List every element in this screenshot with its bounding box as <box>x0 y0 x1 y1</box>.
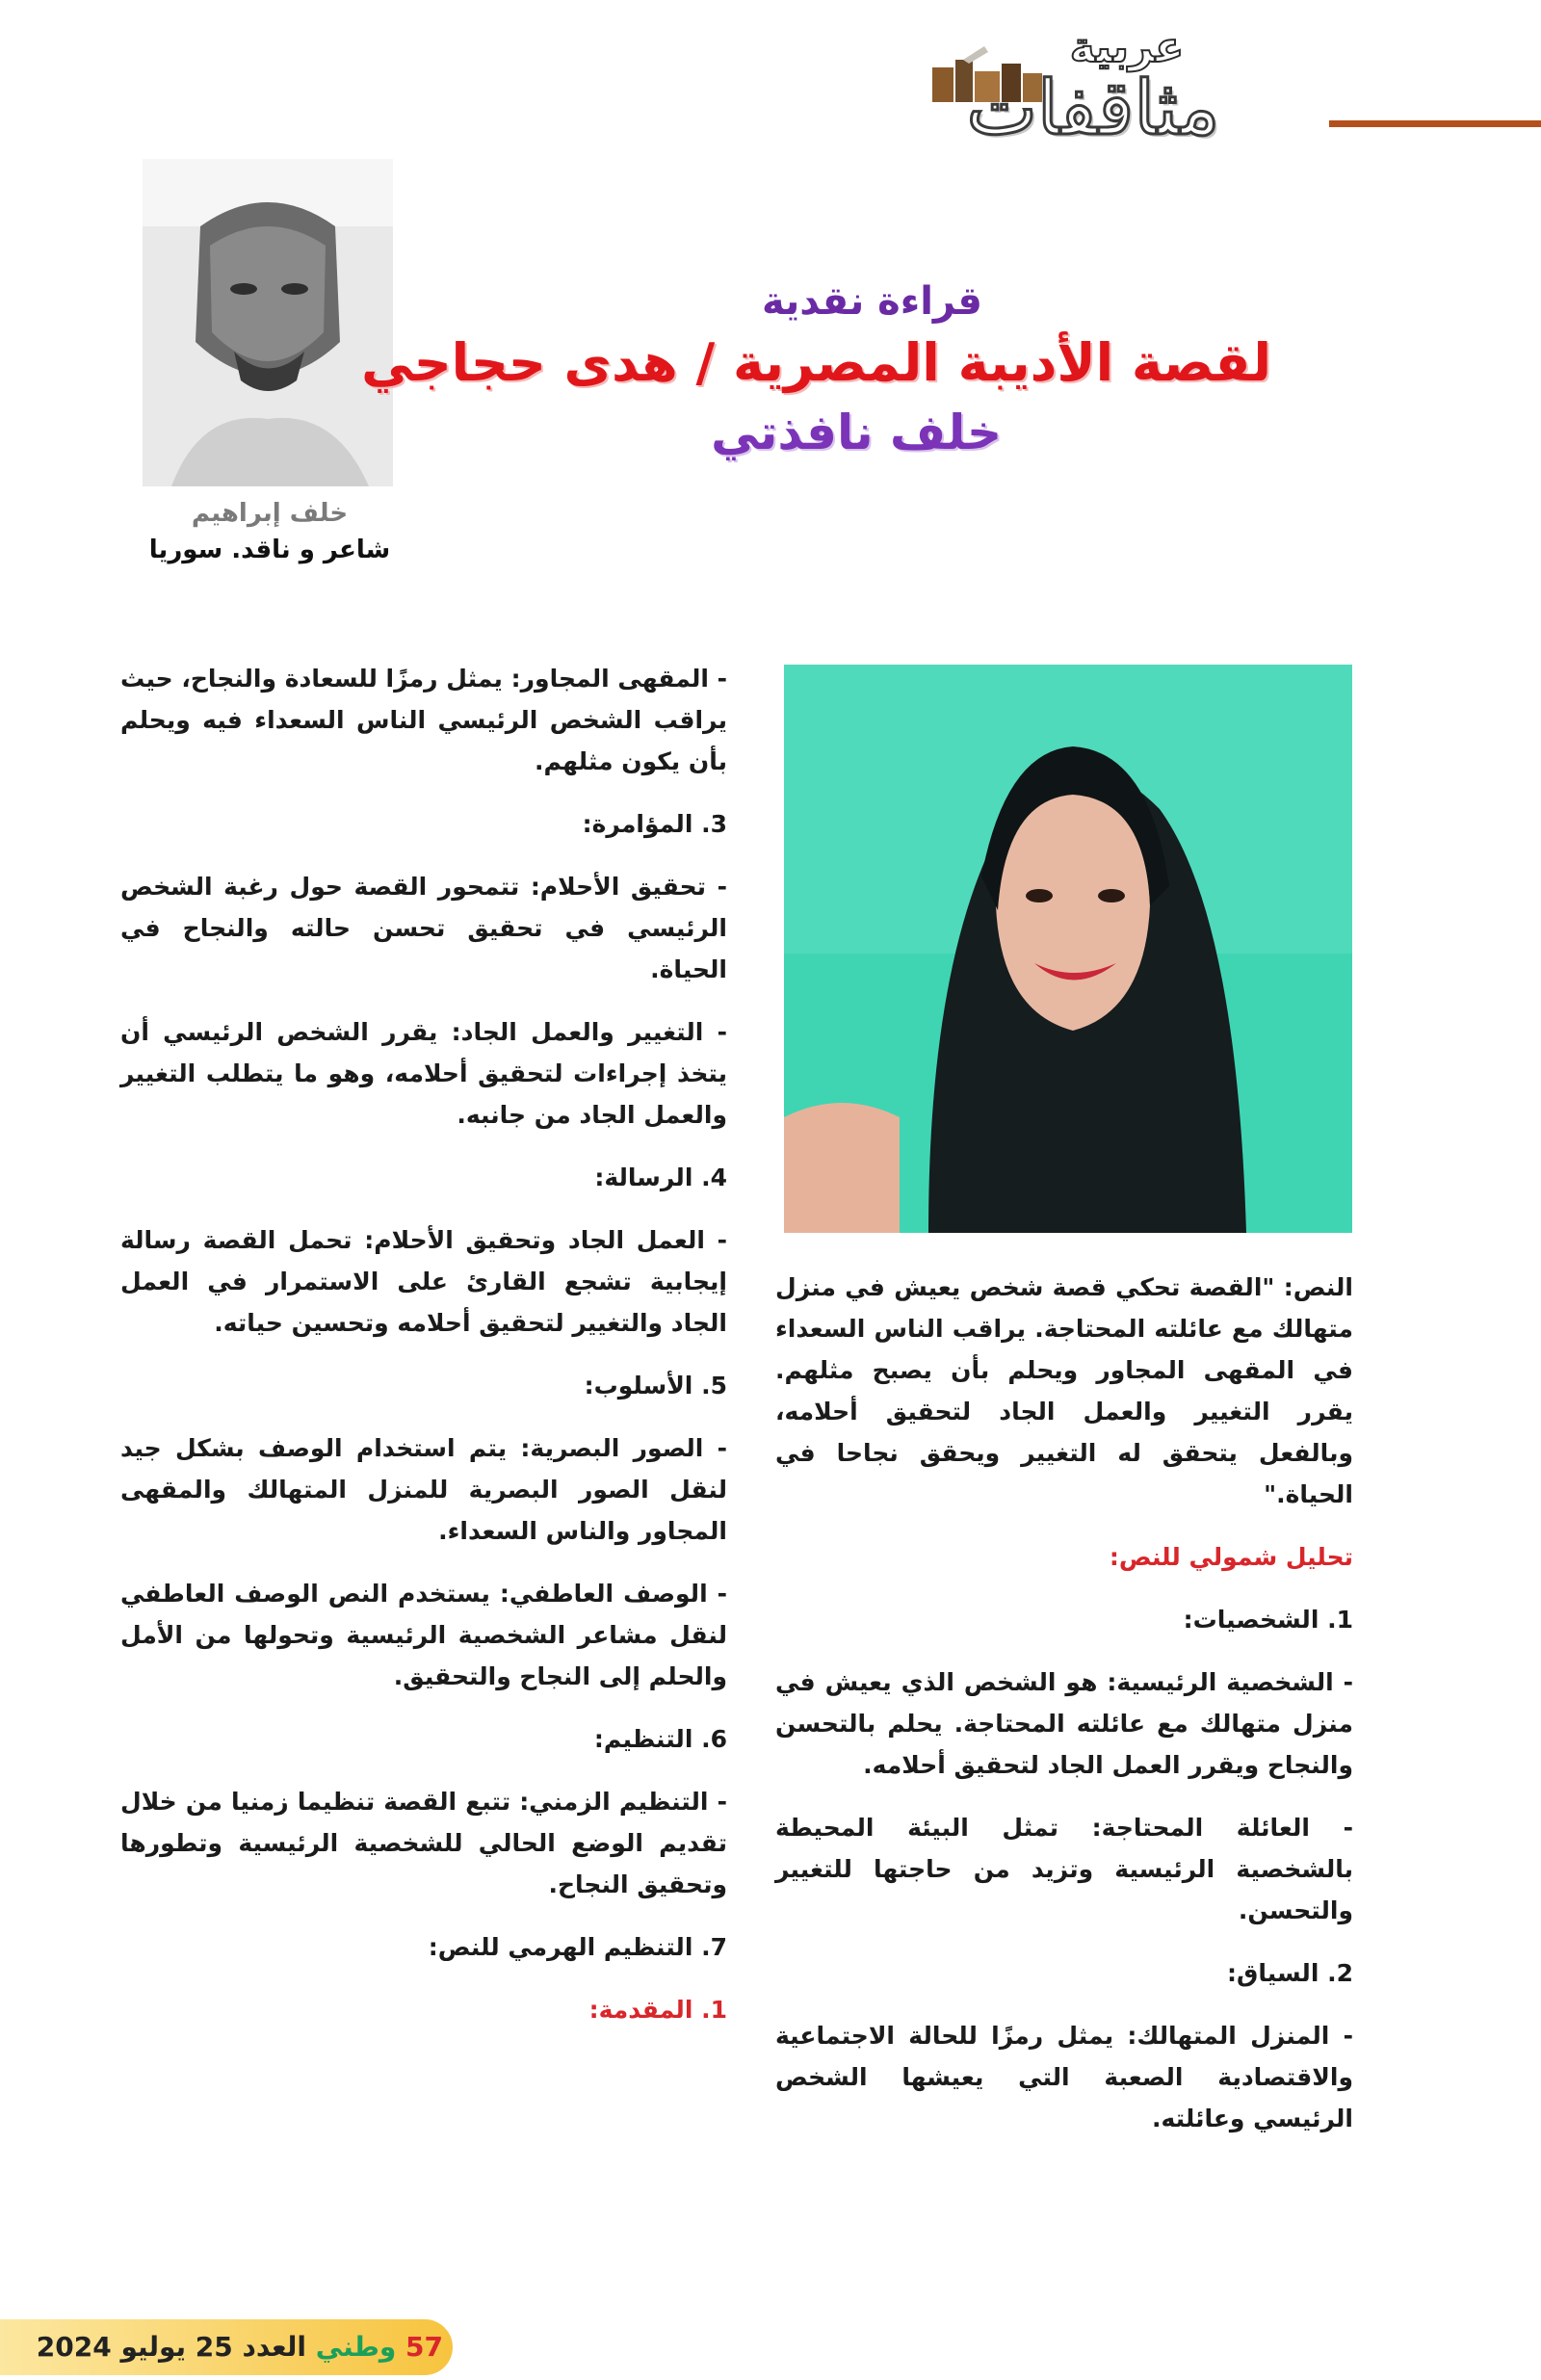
article-paragraph: - المقهى المجاور: يمثل رمزًا للسعادة والنجاح، حيث يراقب الشخص الرئيسي الناس السعداء فيه ويحلم بأن يكون مثلهم. <box>120 665 727 775</box>
section-label: 3. المؤامرة: <box>582 810 727 838</box>
masthead-title: مثاقفات <box>966 65 1220 152</box>
issue-info: العدد 25 يوليو 2024 <box>36 2331 306 2363</box>
section-label: 2. السياق: <box>1227 1959 1353 1987</box>
section-label: 6. التنظيم: <box>593 1725 727 1753</box>
section-heading: 1. المقدمة: <box>588 1996 727 2024</box>
masthead-subtitle: عربية <box>1069 23 1185 72</box>
article-paragraph: - تحقيق الأحلام: تتمحور القصة حول رغبة الشخص الرئيسي في تحقيق تحسن حالته والنجاح في الحياة. <box>120 873 727 983</box>
article-paragraph: النص: "القصة تحكي قصة شخص يعيش في منزل متهالك مع عائلته المحتاجة. يراقب الناس السعداء في المقهى المجاور ويحلم بأن يصبح مثلهم. يقرر التغيير والعمل الجاد لتحقيق أحلامه، وبالفعل يتحقق له التغيير ويحقق نجاحا في الحياة." <box>775 1273 1353 1508</box>
author-photo <box>143 159 393 486</box>
article-left-column <box>120 658 727 2052</box>
article-kicker: قراءة نقدية <box>762 279 982 324</box>
footer-info <box>36 2325 443 2369</box>
page-number: 57 <box>405 2331 443 2363</box>
section-label: 5. الأسلوب: <box>584 1372 727 1399</box>
author-role: شاعر و ناقد. سوريا <box>148 536 391 564</box>
story-title: خلف نافذتي <box>711 405 1002 460</box>
section-label: 7. التنظيم الهرمي للنص: <box>428 1933 727 1961</box>
article-paragraph: - العمل الجاد وتحقيق الأحلام: تحمل القصة رسالة إيجابية تشجع القارئ على الاستمرار في العمل الجاد والتغيير لتحقيق أحلامه وتحسين حياته. <box>120 1226 727 1337</box>
article-headline: لقصة الأديبة المصرية / هدى حجاجي <box>361 332 1271 393</box>
article-paragraph: - الشخصية الرئيسية: هو الشخص الذي يعيش في منزل متهالك مع عائلته المحتاجة. يحلم بالتحسن والنجاح ويقرر العمل الجاد لتحقيق أحلامه. <box>775 1668 1353 1779</box>
magazine-name: وطني <box>315 2331 397 2363</box>
article-paragraph: - الوصف العاطفي: يستخدم النص الوصف العاطفي لنقل مشاعر الشخصية الرئيسية وتحولها من الأمل والحلم إلى النجاح والتحقيق. <box>120 1580 727 1690</box>
author-name: خلف إبراهيم <box>191 499 349 528</box>
article-paragraph: - التغيير والعمل الجاد: يقرر الشخص الرئيسي أن يتخذ إجراءات لتحقيق أحلامه، وهو ما يتطلب التغيير والعمل الجاد من جانبه. <box>120 1018 727 1129</box>
article-paragraph: - الصور البصرية: يتم استخدام الوصف بشكل جيد لنقل الصور البصرية للمنزل المتهالك والمقهى المجاور والناس السعداء. <box>120 1434 727 1545</box>
article-paragraph: - العائلة المحتاجة: تمثل البيئة المحيطة بالشخصية الرئيسية وتزيد من حاجتها للتغيير والتحسن. <box>775 1814 1353 1924</box>
article-right-column <box>775 1267 1353 2160</box>
section-heading: تحليل شمولي للنص: <box>1109 1543 1353 1571</box>
masthead-rule <box>1329 120 1541 127</box>
section-label: 1. الشخصيات: <box>1183 1606 1353 1634</box>
writer-photo <box>784 665 1352 1233</box>
section-label: 4. الرسالة: <box>594 1164 727 1191</box>
article-paragraph: - المنزل المتهالك: يمثل رمزًا للحالة الاجتماعية والاقتصادية الصعبة التي يعيشها الشخص الرئيسي وعائلته. <box>775 2022 1353 2132</box>
masthead-logo <box>848 17 1329 152</box>
article-paragraph: - التنظيم الزمني: تتبع القصة تنظيما زمنيا من خلال تقديم الوضع الحالي للشخصية الرئيسية وتطورها وتحقيق النجاح. <box>120 1788 727 1898</box>
